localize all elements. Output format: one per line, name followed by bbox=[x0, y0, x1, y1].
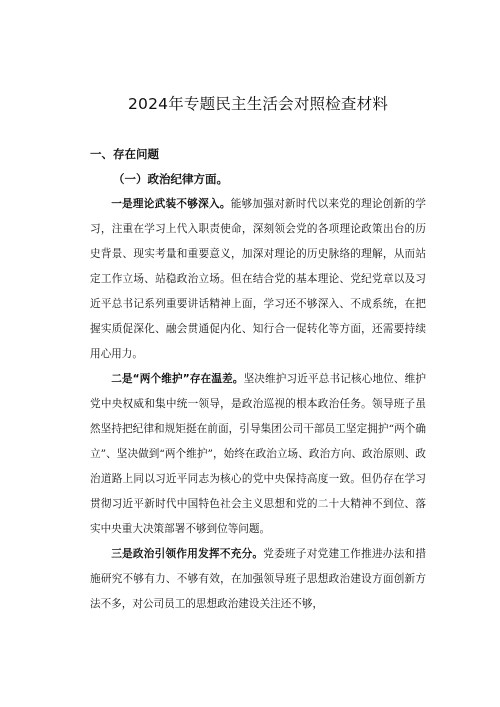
paragraph-1 bbox=[90, 192, 426, 367]
subsection-heading: （一）政治纪律方面。 bbox=[113, 172, 228, 186]
paragraph-2-lead: 二是“两个维护”存在温差。 bbox=[111, 373, 244, 385]
paragraph-3 bbox=[90, 542, 426, 617]
paragraph-1-lead: 一是理论武装不够深入。 bbox=[111, 198, 231, 210]
paragraph-3-text: 党委班子对党建工作推进办法和措施研究不够有力、不够有效，在加强领导班子思想政治建设方面创新方法不多，对公司员工的思想政治建设关注还不够， bbox=[90, 548, 426, 610]
paragraph-2-text: 坚决维护习近平总书记核心地位、维护党中央权威和集中统一领导，是政治巡视的根本政治任务。领导班子虽然坚持把纪律和规矩挺在前面，引导集团公司干部员工坚定拥护“两个确立”、坚决做到“两个维护”，始终在政治立场、政治方向、政治原则、政治道路上同以习近平同志为核心的党中央保持高度一致。但仍存在学习贯彻习近平新时代中国特色社会主义思想和党的二十大精神不到位、落实中央重大决策部署不够到位等问题。 bbox=[90, 373, 426, 535]
section-heading: 一、存在问题 bbox=[90, 147, 159, 161]
document-title: 2024年专题民主生活会对照检查材料 bbox=[127, 95, 389, 113]
paragraph-1-text: 能够加强对新时代以来党的理论创新的学习，注重在学习上代入职责使命，深刻领会党的各项理论政策出台的历史背景、现实考量和重要意义，加深对理论的历史脉络的理解，从而站定工作立场、站稳政治立场。但在结合党的基本理论、党纪党章以及习近平总书记系列重要讲话精神上面，学习还不够深入、不成系统，在把握实质促深化、融会贯通促内化、知行合一促转化等方面，还需要持续用心用力。 bbox=[90, 198, 426, 360]
paragraph-3-lead: 三是政治引领作用发挥不充分。 bbox=[111, 548, 264, 560]
paragraph-2 bbox=[90, 367, 426, 542]
